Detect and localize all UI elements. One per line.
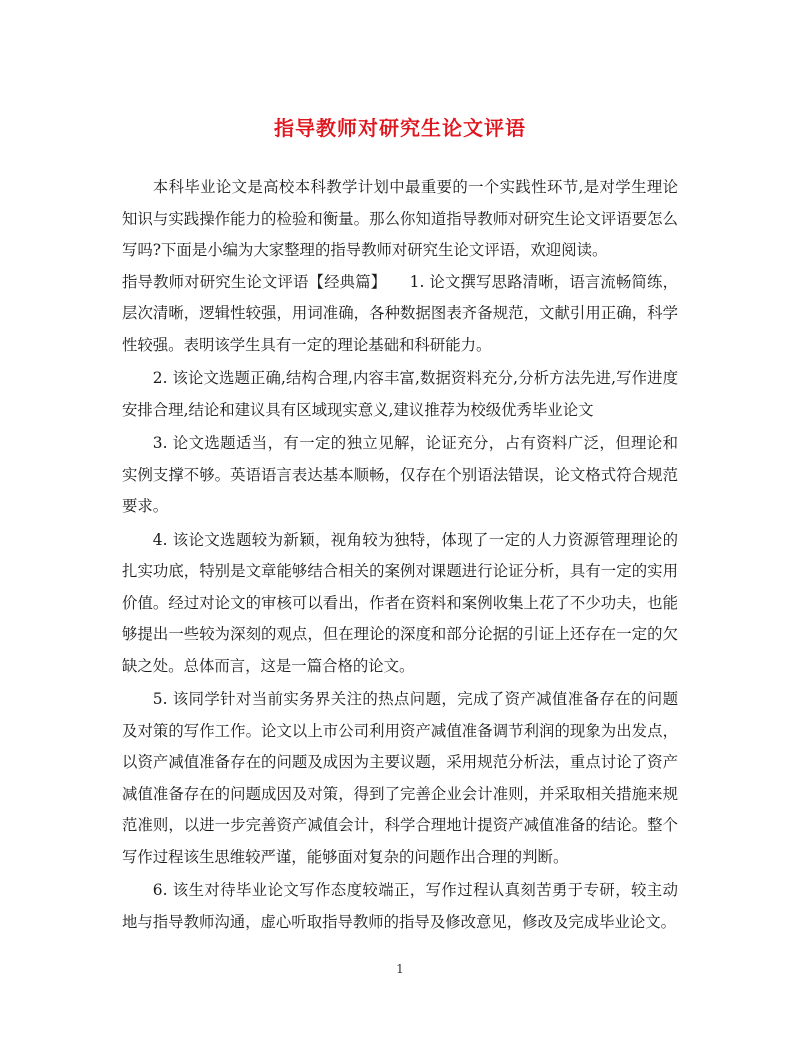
comment-paragraph-1: 指导教师对研究生论文评语【经典篇】 1. 论文撰写思路清晰，语言流畅简练，层次清晰，逻辑性较强，用词准确，各种数据图表齐备规范，文献引用正确，科学性较强。表明该学生具有一定的理论基础和科研能力。 (122, 272, 678, 354)
comment-paragraph-2: 2. 该论文选题正确,结构合理,内容丰富,数据资料充分,分析方法先进,写作进度安排合理,结论和建议具有区域现实意义,建议推荐为校级优秀毕业论文 (122, 369, 678, 419)
comment-paragraph-6: 6. 该生对待毕业论文写作态度较端正，写作过程认真刻苦勇于专研，较主动地与指导教师沟通，虚心听取指导教师的指导及修改意见，修改及完成毕业论文。 (122, 881, 678, 931)
document-title: 指导教师对研究生论文评语 (274, 116, 526, 140)
comment-paragraph-5: 5. 该同学针对当前实务界关注的热点问题，完成了资产减值准备存在的问题及对策的写作工作。论文以上市公司利用资产减值准备调节利润的现象为出发点，以资产减值准备存在的问题及成因为主要议题，采用规范分析法，重点讨论了资产减值准备存在的问题成因及对策，得到了完善企业会计准则，并采取相关措施来规范准则，以进一步完善资产减值会计，科学合理地计提资产减值准备的结论。整个写作过程该生思维较严谨，能够面对复杂的问题作出合理的判断。 (122, 690, 678, 866)
comment-paragraph-4: 4. 该论文选题较为新颖，视角较为独特，体现了一定的人力资源管理理论的扎实功底，特别是文章能够结合相关的案例对课题进行论证分析，具有一定的实用价值。经过对论文的审核可以看出，作者在资料和案例收集上花了不少功夫，也能够提出一些较为深刻的观点，但在理论的深度和部分论据的引证上还存在一定的欠缺之处。总体而言，这是一篇合格的论文。 (122, 530, 678, 675)
intro-paragraph: 本科毕业论文是高校本科教学计划中最重要的一个实践性环节,是对学生理论知识与实践操作能力的检验和衡量。那么你知道指导教师对研究生论文评语要怎么写吗?下面是小编为大家整理的指导教师对研究生论文评语，欢迎阅读。 (122, 178, 678, 259)
comment-paragraph-3: 3. 论文选题适当，有一定的独立见解，论证充分，占有资料广泛，但理论和实例支撑不够。英语语言表达基本顺畅，仅存在个别语法错误，论文格式符合规范要求。 (122, 434, 678, 515)
page-number: 1 (396, 962, 404, 976)
document-body (122, 172, 678, 938)
